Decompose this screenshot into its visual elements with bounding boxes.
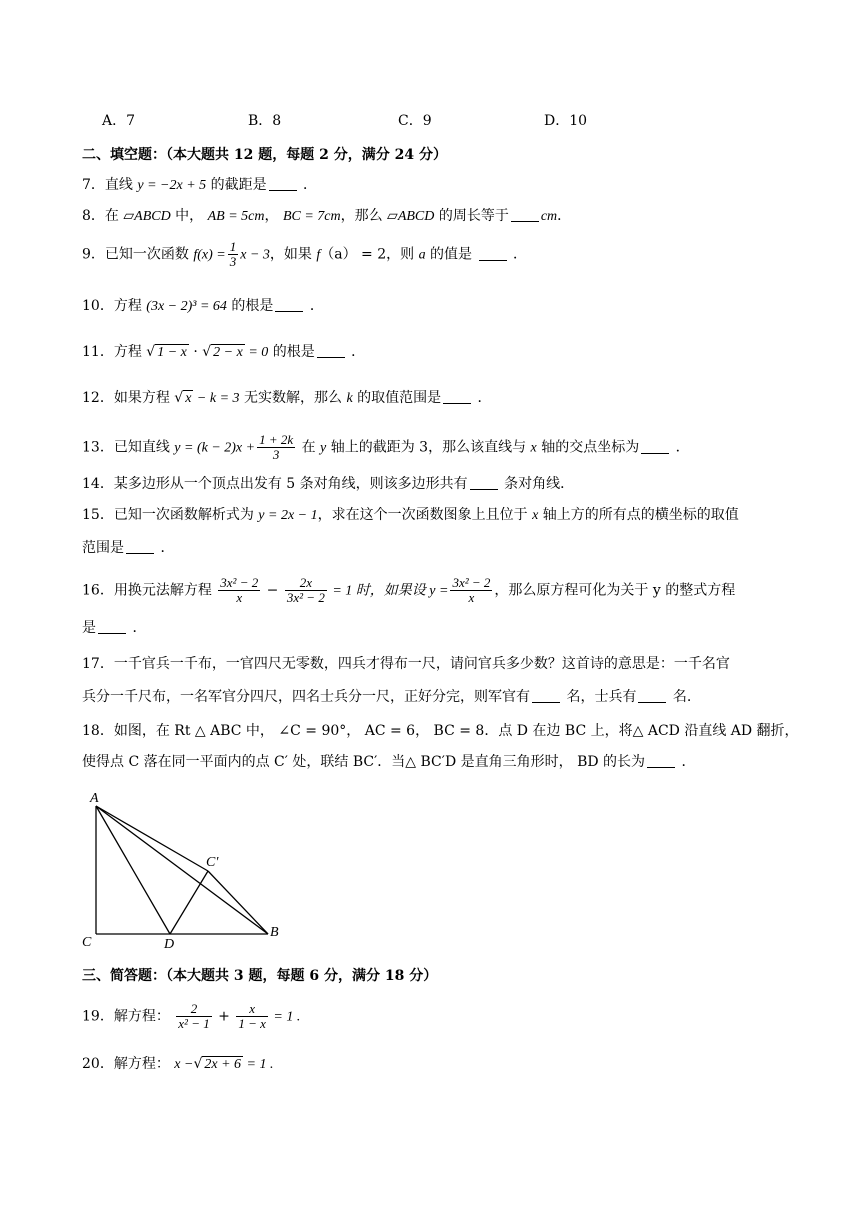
answer-blank: [638, 688, 666, 703]
question-14: 14．某多边形从一个顶点出发有 5 条对角线，则该多边形共有 条对角线．: [82, 476, 575, 492]
fraction: $\frac{\text{3x² − 2}}{x}$: [220, 575, 259, 605]
question-18: 18．如图，在 Rt △ ABC 中， ∠C = 90°， AC = 6， BC = 8．点 D 在边 BC 上，将△ ACD 沿直线 AD 翻折，: [82, 723, 799, 739]
section-3-heading: 三、简答题：（本大题共 3 题，每题 6 分，满分 18 分）: [82, 968, 438, 984]
fraction: $\frac{\text{3x² − 2}}{x}$: [452, 575, 491, 605]
segment-dc-prime: [170, 871, 208, 934]
option-d: D．10: [544, 113, 588, 129]
answer-blank: [126, 539, 154, 554]
fraction: $\frac{2x}{\text{3x² − 2}}$: [286, 575, 325, 605]
answer-blank: [479, 246, 507, 261]
answer-blank: [98, 619, 126, 634]
option-c: C．9: [398, 113, 432, 129]
option-a: A．7: [102, 113, 136, 129]
question-16-line-2: 是 ．: [82, 620, 147, 636]
answer-blank: [647, 753, 675, 768]
section-2-heading: 二、填空题：（本大题共 12 题，每题 2 分，满分 24 分）: [82, 147, 447, 163]
label-d: D: [164, 937, 175, 952]
question-15: 15．已知一次函数解析式为 y = 2x − 1，求在这个一次函数图象上且位于 x 轴上方的所有点的横坐标的取值: [82, 507, 739, 523]
label-a: A: [90, 791, 99, 806]
answer-blank: [269, 176, 297, 191]
answer-blank: [275, 297, 303, 312]
answer-blank: [470, 475, 498, 490]
answer-blank: [317, 343, 345, 358]
answer-blank: [511, 207, 539, 222]
fraction: $\frac{1}{3}$: [229, 239, 237, 269]
question-18-line-2: 使得点 C 落在同一平面内的点 C′ 处，联结 BC′．当△ BC′D 是直角三角形时， BD 的长为 ．: [82, 754, 696, 770]
question-17: 17．一千官兵一千布，一官四尺无零数，四兵才得布一尺，请问官兵多少数？这首诗的意思是：一千名官: [82, 656, 730, 672]
segment-ac-prime: [96, 806, 208, 871]
question-19: 19．解方程： $\frac{2}{\text{x² − 1}}$ + $\frac{x}{1 - x}$ = 1 .: [82, 1001, 301, 1031]
question-11: 11．方程 √ 1 − x · √ 2 − x = 0 的根是 ．: [82, 344, 366, 360]
segment-ad: [96, 806, 170, 934]
label-c-prime: C′: [206, 855, 219, 870]
option-b: B．8: [248, 113, 282, 129]
label-b: B: [270, 925, 279, 940]
fraction: $\frac{1 + 2k}{3}$: [259, 432, 294, 462]
question-9: 9．已知一次函数 f(x) = $\frac{1}{3}$ x − 3，如果 f（a） = 2，则 a 的值是 ．: [82, 239, 527, 269]
answer-blank: [443, 389, 471, 404]
q6-options: [102, 110, 702, 130]
segment-c-prime-b: [208, 871, 268, 934]
question-13: 13．已知直线 y = (k − 2)x + $\frac{1 + 2k}{3}$ 在 y 轴上的截距为 3，那么该直线与 x 轴的交点坐标为 ．: [82, 432, 690, 462]
fraction: $\frac{x}{1 - x}$: [238, 1001, 266, 1031]
question-8: 8．在 ▱ABCD 中， AB = 5cm， BC = 7cm，那么 ▱ABCD 的周长等于 cm．: [82, 208, 572, 224]
answer-blank: [641, 439, 669, 454]
answer-blank: [532, 688, 560, 703]
question-16: 16．用换元法解方程 $\frac{\text{3x² − 2}}{x}$ − $\frac{2x}{\text{3x² − 2}}$ = 1 时，如果设 y = $\frac{\text{3x² − 2}}{x}$ ，那么原方程可化为关于 y 的整式方程: [82, 575, 736, 605]
triangle-figure: [78, 784, 298, 954]
fraction: $\frac{2}{\text{x² − 1}}$: [178, 1001, 210, 1031]
question-7: 7．直线 y = −2x + 5 的截距是 ．: [82, 177, 318, 193]
question-20: 20．解方程： x −√ 2x + 6 = 1 .: [82, 1056, 274, 1072]
question-15-line-2: 范围是 ．: [82, 540, 175, 556]
question-17-line-2: 兵分一千尺布，一名军官分四尺，四名士兵分一尺，正好分完，则军官有 名，士兵有 名.: [82, 689, 692, 705]
question-12: 12．如果方程 √ x − k = 3 无实数解，那么 k 的取值范围是 ．: [82, 390, 492, 406]
label-c: C: [82, 935, 92, 950]
question-10: 10．方程 (3x − 2)³ = 64 的根是 ．: [82, 298, 324, 314]
